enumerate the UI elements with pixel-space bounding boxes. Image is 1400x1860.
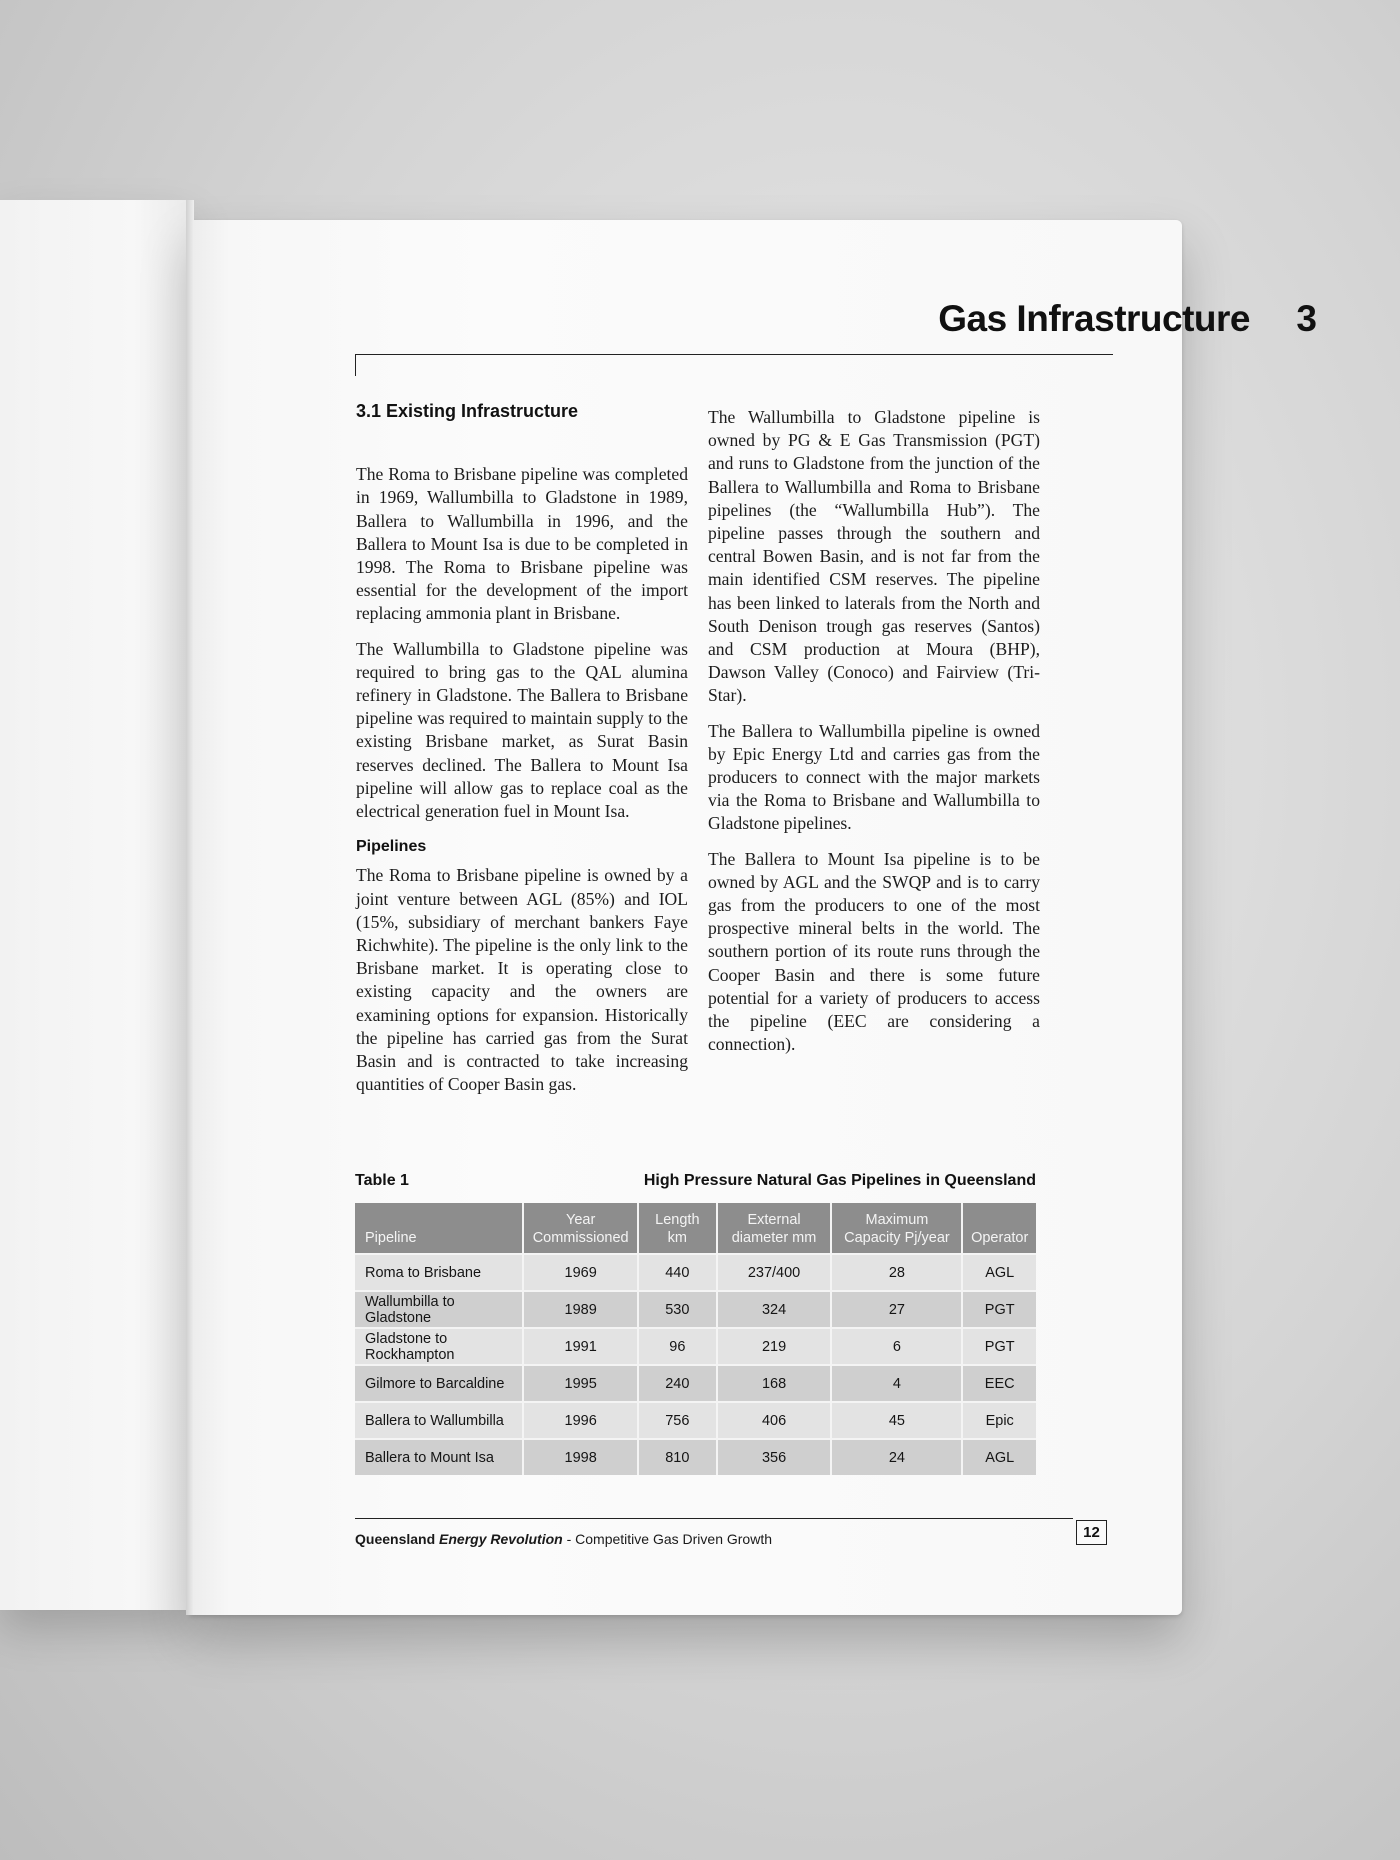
cell-operator: PGT (962, 1328, 1036, 1365)
footer-brand-italic: Energy Revolution (439, 1531, 563, 1547)
cell-capacity: 6 (831, 1328, 962, 1365)
table-row (355, 1439, 1036, 1475)
cell-pipeline: Roma to Brisbane (355, 1254, 523, 1291)
cell-year: 1996 (523, 1402, 638, 1439)
cell-length: 810 (638, 1439, 717, 1475)
cell-length: 756 (638, 1402, 717, 1439)
table-label: Table 1 (355, 1172, 409, 1189)
cell-length: 96 (638, 1328, 717, 1365)
cell-capacity: 4 (831, 1365, 962, 1402)
footer-tagline: - Competitive Gas Driven Growth (562, 1531, 773, 1547)
cell-capacity: 45 (831, 1402, 962, 1439)
cell-diameter: 237/400 (717, 1254, 832, 1291)
cell-operator: AGL (962, 1254, 1036, 1291)
left-column (356, 400, 688, 1108)
cell-diameter: 219 (717, 1328, 832, 1365)
cell-pipeline: Ballera to Mount Isa (355, 1439, 523, 1475)
cell-length: 530 (638, 1291, 717, 1328)
column-header-year: Year Commissioned (523, 1203, 638, 1254)
cell-pipeline: Gladstone to Rockhampton (355, 1328, 523, 1365)
page-number: 12 (1076, 1520, 1107, 1545)
cell-diameter: 324 (717, 1291, 832, 1328)
table-row (355, 1254, 1036, 1291)
cell-operator: EEC (962, 1365, 1036, 1402)
cell-pipeline: Wallumbilla to Gladstone (355, 1291, 523, 1328)
cell-pipeline: Ballera to Wallumbilla (355, 1402, 523, 1439)
cell-diameter: 356 (717, 1439, 832, 1475)
cell-length: 440 (638, 1254, 717, 1291)
cell-year: 1969 (523, 1254, 638, 1291)
table-row (355, 1365, 1036, 1402)
column-header-pipeline: Pipeline (355, 1203, 523, 1254)
table-caption: High Pressure Natural Gas Pipelines in Queensland (643, 1172, 1036, 1189)
cell-capacity: 24 (831, 1439, 962, 1475)
cell-diameter: 168 (717, 1365, 832, 1402)
footer-text (355, 1531, 772, 1547)
facing-page (0, 200, 192, 1610)
header-rule-tick (355, 354, 356, 376)
cell-year: 1995 (523, 1365, 638, 1402)
footer-brand: Queensland (355, 1531, 436, 1547)
cell-capacity: 28 (831, 1254, 962, 1291)
right-column (708, 406, 1040, 1068)
cell-diameter: 406 (717, 1402, 832, 1439)
cell-year: 1998 (523, 1439, 638, 1475)
sub-heading-pipelines: Pipelines (356, 838, 427, 856)
chapter-title: Gas Infrastructure (938, 298, 1250, 339)
column-header-length: Length km (638, 1203, 717, 1254)
header-rule (355, 354, 1113, 355)
paragraph: The Ballera to Wallumbilla pipeline is owned by Epic Energy Ltd and carries gas from the producers to connect with the major markets via the Roma to Brisbane and Wallumbilla to Gladstone pipelines. (708, 720, 1040, 834)
footer-rule (355, 1518, 1073, 1519)
table-row (355, 1328, 1036, 1365)
cell-capacity: 27 (831, 1291, 962, 1328)
paragraph: The Roma to Brisbane pipeline was completed in 1969, Wallumbilla to Gladstone in 1989, Ballera to Wallumbilla in 1996, and the Ballera to Mount Isa is due to be completed in 1998. The Roma to Brisbane pipeline was essential for the development of the import replacing ammonia plant in Brisbane. (356, 464, 688, 624)
table-row (355, 1402, 1036, 1439)
cell-operator: Epic (962, 1402, 1036, 1439)
cell-operator: PGT (962, 1291, 1036, 1328)
column-header-diameter: External diameter mm (717, 1203, 832, 1254)
paragraph: The Wallumbilla to Gladstone pipeline was required to bring gas to the QAL alumina refinery in Gladstone. The Ballera to Brisbane pipeline was required to maintain supply to the existing Brisbane market, as Surat Basin reserves declined. The Ballera to Mount Isa pipeline will allow gas to replace coal as the electrical generation fuel in Mount Isa. (356, 638, 688, 822)
cell-pipeline: Gilmore to Barcaldine (355, 1365, 523, 1402)
pipelines-table (355, 1203, 1036, 1475)
cell-operator: AGL (962, 1439, 1036, 1475)
paragraph: The Ballera to Mount Isa pipeline is to be owned by AGL and the SWQP and is to carry gas from the producers to one of the most prospective mineral belts in the world. The southern portion of its route runs through the Cooper Basin and there is some future potential for a variety of producers to access the pipeline (EEC are considering a connection). (708, 848, 1040, 1055)
column-header-operator: Operator (962, 1203, 1036, 1254)
paragraph: The Wallumbilla to Gladstone pipeline is owned by PG & E Gas Transmission (PGT) and runs to Gladstone from the junction of the Ballera to Wallumbilla and Roma to Brisbane pipelines (the “Wallumbilla Hub”). The pipeline passes through the southern and central Bowen Basin, and is not far from the main identified CSM reserves. The pipeline has been linked to laterals from the North and South Denison trough gas reserves (Santos) and CSM production at Moura (BHP), Dawson Valley (Conoco) and Fairview (Tri-Star). (708, 407, 1040, 706)
cell-year: 1989 (523, 1291, 638, 1328)
cell-year: 1991 (523, 1328, 638, 1365)
chapter-number: 3 (1296, 298, 1317, 339)
table-header-row (355, 1203, 1036, 1254)
cell-length: 240 (638, 1365, 717, 1402)
paragraph: The Roma to Brisbane pipeline is owned by a joint venture between AGL (85%) and IOL (15%, subsidiary of merchant bankers Faye Richwhite). The pipeline is the only link to the Brisbane market. It is operating close to existing capacity and the owners are examining options for expansion. Historically the pipeline has carried gas from the Surat Basin and is contracted to take increasing quantities of Cooper Basin gas. (356, 865, 688, 1095)
book-spine (186, 200, 194, 1615)
section-heading: 3.1 Existing Infrastructure (356, 401, 579, 421)
table-row (355, 1291, 1036, 1328)
column-header-capacity: Maximum Capacity Pj/year (831, 1203, 962, 1254)
